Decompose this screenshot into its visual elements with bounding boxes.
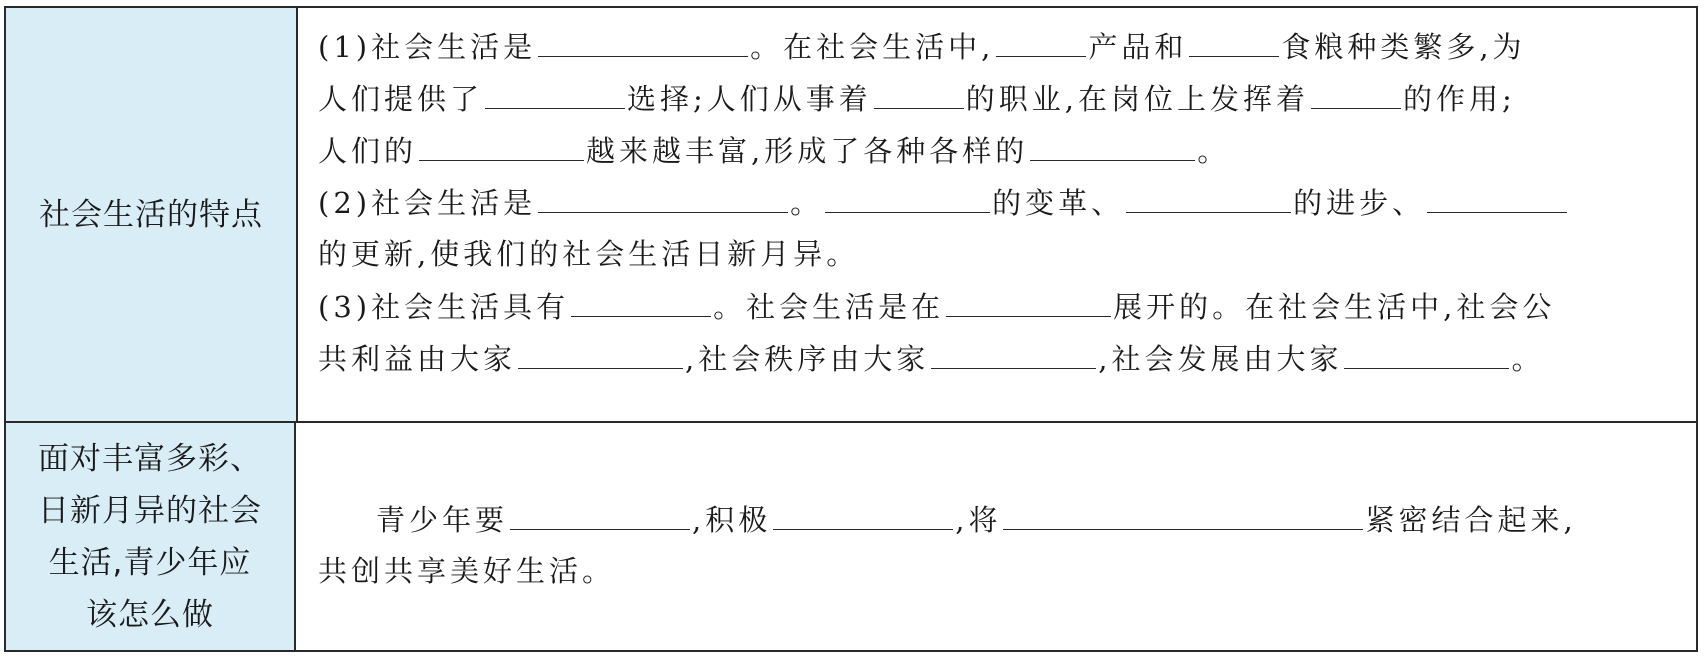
text-segment: 。 — [790, 186, 824, 220]
text-segment: (3)社会生活具有 — [318, 290, 570, 324]
text-line — [318, 545, 1684, 597]
text-line — [318, 228, 1684, 280]
fill-blank[interactable] — [773, 493, 953, 530]
row-heading-how-to-act — [6, 423, 296, 650]
table-row-characteristics — [6, 8, 1696, 423]
text-segment: 。在社会生活中, — [750, 30, 995, 64]
fill-blank[interactable] — [874, 72, 964, 109]
fill-blank[interactable] — [538, 176, 788, 213]
text-segment: (1)社会生活是 — [318, 30, 537, 64]
text-segment: ,积极 — [692, 503, 772, 537]
text-segment: 选择;人们从事着 — [627, 82, 872, 116]
text-segment: 食粮种类繁多,为 — [1281, 30, 1526, 64]
worksheet-table — [4, 6, 1698, 652]
text-segment: ,社会发展由大家 — [1098, 342, 1343, 376]
fill-blank[interactable] — [1030, 124, 1195, 161]
fill-blank[interactable] — [538, 20, 748, 57]
heading-line: 日新月异的社会 — [38, 492, 262, 529]
fill-blank[interactable] — [931, 332, 1096, 369]
text-segment: 。社会生活是在 — [713, 290, 945, 324]
characteristics-content — [298, 8, 1696, 421]
text-segment: 青少年要 — [376, 503, 509, 537]
how-to-act-content — [298, 423, 1696, 650]
text-segment: 的更新,使我们的社会生活日新月异。 — [318, 237, 860, 271]
text-line — [318, 124, 1684, 176]
heading-line: 该怎么做 — [86, 596, 214, 633]
heading-line: 生活,青少年应 — [48, 544, 252, 581]
fill-blank[interactable] — [1003, 493, 1363, 530]
fill-blank[interactable] — [419, 124, 584, 161]
fill-blank[interactable] — [1189, 20, 1279, 57]
text-segment: 产品和 — [1088, 30, 1188, 64]
text-segment: 。 — [1511, 342, 1545, 376]
text-segment: 的职业,在岗位上发挥着 — [965, 82, 1310, 116]
fill-blank[interactable] — [1344, 332, 1509, 369]
row-heading-characteristics: 社会生活的特点 — [6, 8, 298, 421]
fill-blank[interactable] — [825, 176, 990, 213]
text-segment: 的作用; — [1403, 82, 1516, 116]
table-row-how-to-act — [6, 423, 1696, 650]
text-line — [318, 72, 1684, 124]
fill-blank[interactable] — [518, 332, 683, 369]
text-line — [318, 280, 1684, 332]
text-segment: 的变革、 — [992, 186, 1125, 220]
text-line — [318, 176, 1684, 228]
text-segment: 越来越丰富,形成了各种各样的 — [586, 134, 1029, 168]
fill-blank[interactable] — [485, 72, 625, 109]
text-segment: 人们提供了 — [318, 82, 484, 116]
text-segment: 共创共享美好生活。 — [318, 554, 616, 588]
text-segment: 共利益由大家 — [318, 342, 517, 376]
text-segment: 紧密结合起来, — [1365, 503, 1577, 537]
text-segment: ,社会秩序由大家 — [685, 342, 930, 376]
fill-blank[interactable] — [946, 280, 1111, 317]
fill-blank[interactable] — [1427, 176, 1567, 213]
text-segment: 。 — [1197, 134, 1231, 168]
heading-line: 面对丰富多彩、 — [38, 440, 262, 477]
fill-blank[interactable] — [510, 493, 690, 530]
text-segment: 人们的 — [318, 134, 418, 168]
fill-blank[interactable] — [1126, 176, 1291, 213]
text-segment: (2)社会生活是 — [318, 186, 537, 220]
fill-blank[interactable] — [996, 20, 1086, 57]
text-line — [318, 20, 1684, 72]
text-line — [318, 493, 1684, 545]
text-line — [318, 332, 1684, 384]
fill-blank[interactable] — [1311, 72, 1401, 109]
text-segment: 展开的。在社会生活中,社会公 — [1113, 290, 1556, 324]
fill-blank[interactable] — [571, 280, 711, 317]
text-segment: 的进步、 — [1293, 186, 1426, 220]
text-segment: ,将 — [955, 503, 1002, 537]
row-heading-lines — [38, 433, 262, 641]
